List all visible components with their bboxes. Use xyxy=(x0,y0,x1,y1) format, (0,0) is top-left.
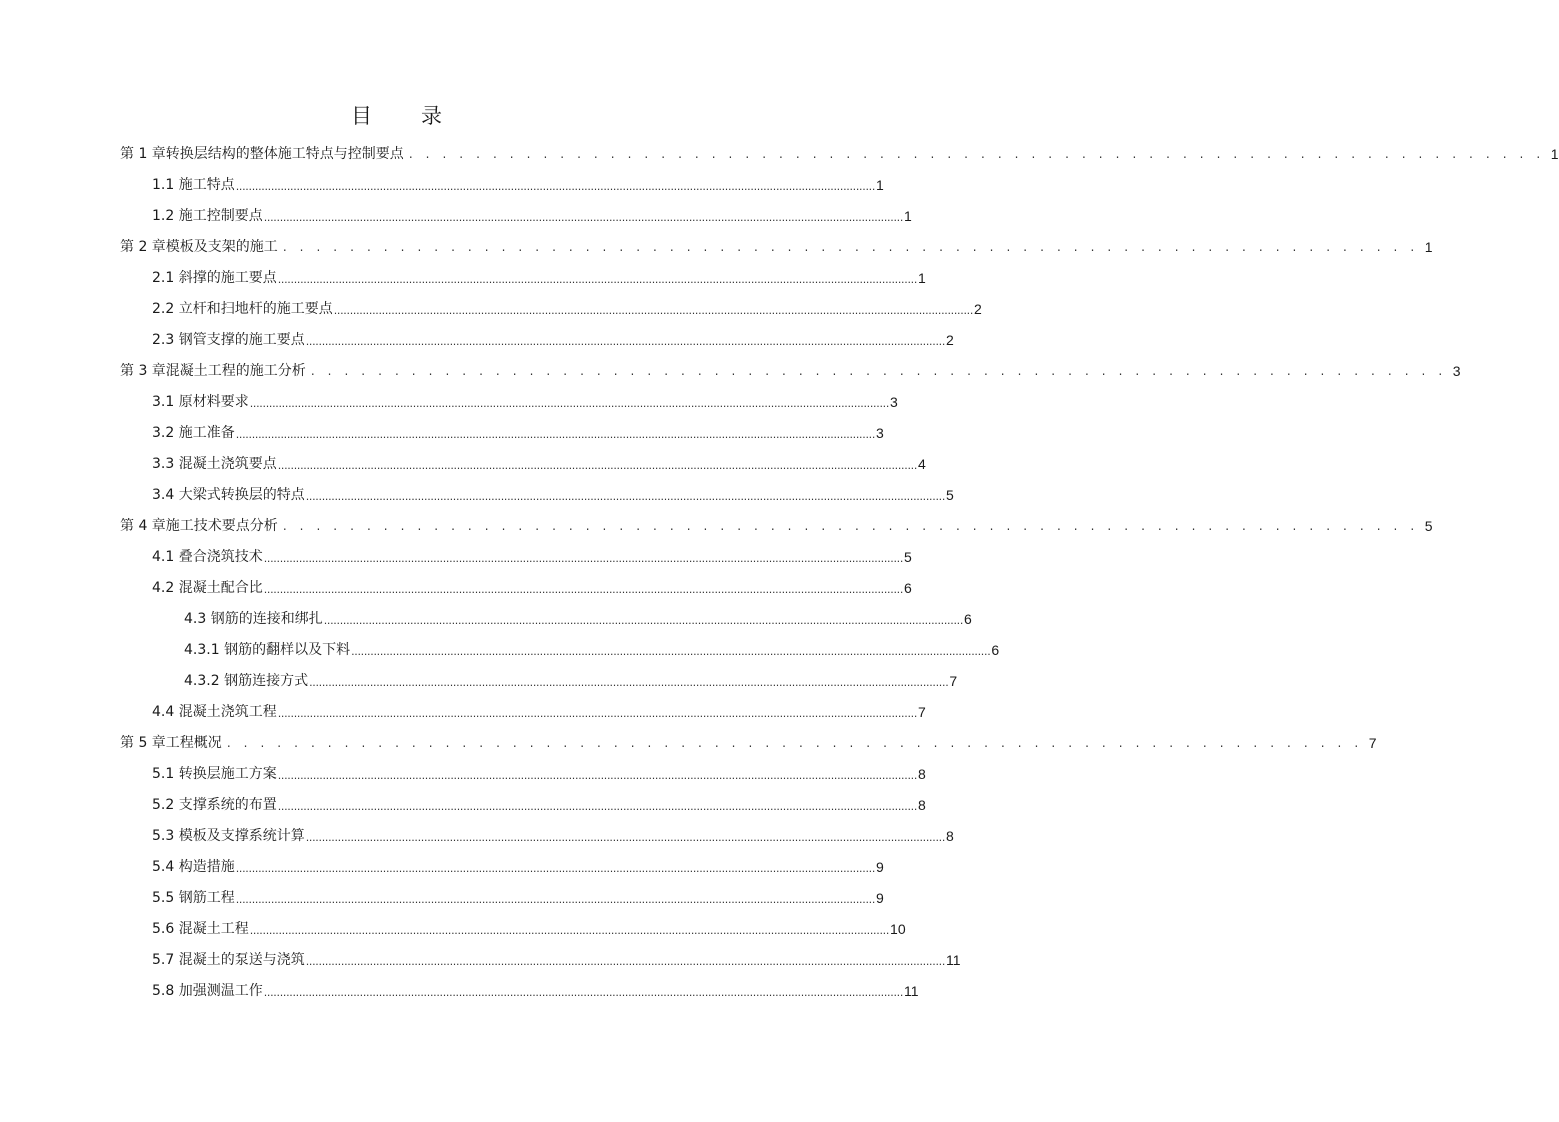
toc-entry-label: 5.2 支撑系统的布置 xyxy=(152,796,277,813)
toc-entry-label: 4.4 混凝土浇筑工程 xyxy=(152,703,277,720)
toc-title: 目 录 xyxy=(351,104,456,128)
toc-entry[interactable] xyxy=(0,293,982,324)
toc-entry-label: 2.2 立杆和扫地杆的施工要点 xyxy=(152,300,333,317)
toc-leader-dots: ........................................................................................................................................................................................................ xyxy=(277,768,918,782)
toc-page-number: 2 xyxy=(946,331,954,348)
toc-page-number: 5 xyxy=(946,486,954,503)
toc-entry-label: 5.6 混凝土工程 xyxy=(152,920,249,937)
toc-leader-dots: ........................................................................................................................................................................................................ xyxy=(235,427,876,441)
toc-entry[interactable] xyxy=(0,386,898,417)
toc-page-number: 8 xyxy=(918,796,926,813)
toc-entry[interactable] xyxy=(0,727,1377,758)
toc-page-number: 1 xyxy=(1424,238,1433,255)
toc-page-number: 1 xyxy=(918,269,926,286)
toc-entry[interactable] xyxy=(0,789,926,820)
toc-entry[interactable] xyxy=(0,696,926,727)
toc-leader-dots: ........................................................................................................................................................................................................ xyxy=(333,303,974,317)
toc-page-number: 9 xyxy=(876,889,884,906)
toc-leader-dots: ........................................................................................................................................................................................................ xyxy=(277,706,918,720)
toc-leader-dots: . . . . . . . . . . . . . . . . . . . . . . . . . . . . . . . . . . . . . . . . . . . . . . . . . . . . . . . . . . . . . . . . . . . . xyxy=(282,518,1419,533)
toc-entry[interactable] xyxy=(0,944,961,975)
toc-leader-dots: ........................................................................................................................................................................................................ xyxy=(277,458,918,472)
toc-page-number: 3 xyxy=(890,393,898,410)
toc-entry[interactable] xyxy=(0,262,926,293)
toc-entry[interactable] xyxy=(0,510,1433,541)
toc-page-number: 1 xyxy=(876,176,884,193)
toc-entry-label: 4.3 钢筋的连接和绑扎 xyxy=(184,610,323,627)
toc-entry-label: 5.8 加强测温工作 xyxy=(152,982,263,999)
toc-entry-label: 3.2 施工准备 xyxy=(152,424,235,441)
toc-entry[interactable] xyxy=(0,634,1000,665)
toc-page-number: 1 xyxy=(904,207,912,224)
toc-page-number: 9 xyxy=(876,858,884,875)
toc-leader-dots: ........................................................................................................................................................................................................ xyxy=(277,272,918,286)
toc-entry[interactable] xyxy=(0,882,884,913)
toc-page-number: 4 xyxy=(918,455,926,472)
toc-leader-dots: ........................................................................................................................................................................................................ xyxy=(249,396,890,410)
toc-entry-label: 5.7 混凝土的泵送与浇筑 xyxy=(152,951,305,968)
toc-leader-dots: ........................................................................................................................................................................................................ xyxy=(305,954,946,968)
toc-page-number: 2 xyxy=(974,300,982,317)
toc-entry[interactable] xyxy=(0,231,1433,262)
toc-entry-label: 5.4 构造措施 xyxy=(152,858,235,875)
toc-entry-label: 5.5 钢筋工程 xyxy=(152,889,235,906)
toc-entry-label: 4.1 叠合浇筑技术 xyxy=(152,548,263,565)
toc-entry-label: 3.1 原材料要求 xyxy=(152,393,249,410)
toc-entry-label: 2.1 斜撑的施工要点 xyxy=(152,269,277,286)
toc-entry-label: 第 2 章模板及支架的施工 xyxy=(120,238,278,255)
toc-leader-dots: ........................................................................................................................................................................................................ xyxy=(235,861,876,875)
toc-page-number: 6 xyxy=(991,641,1000,658)
toc-page-number: 8 xyxy=(946,827,954,844)
toc-leader-dots: ........................................................................................................................................................................................................ xyxy=(235,892,876,906)
toc-leader-dots: . . . . . . . . . . . . . . . . . . . . . . . . . . . . . . . . . . . . . . . . . . . . . . . . . . . . . . . . . . . . . . . . . . . . xyxy=(226,735,1363,750)
toc-entry-label: 4.2 混凝土配合比 xyxy=(152,579,263,596)
toc-entry-label: 第 5 章工程概况 xyxy=(120,734,222,751)
toc-page-number: 5 xyxy=(1424,517,1433,534)
toc-entry-label: 3.3 混凝土浇筑要点 xyxy=(152,455,277,472)
toc-entry[interactable] xyxy=(0,665,958,696)
toc-entry[interactable] xyxy=(0,913,906,944)
toc-entry[interactable] xyxy=(0,572,912,603)
toc-page-number: 5 xyxy=(904,548,912,565)
toc-leader-dots: ........................................................................................................................................................................................................ xyxy=(351,644,991,658)
toc-leader-dots: . . . . . . . . . . . . . . . . . . . . . . . . . . . . . . . . . . . . . . . . . . . . . . . . . . . . . . . . . . . . . . . . . . . . xyxy=(310,363,1447,378)
toc-leader-dots: ........................................................................................................................................................................................................ xyxy=(263,582,904,596)
toc-entry[interactable] xyxy=(0,758,926,789)
toc-leader-dots: . . . . . . . . . . . . . . . . . . . . . . . . . . . . . . . . . . . . . . . . . . . . . . . . . . . . . . . . . . . . . . . . . . . . xyxy=(282,239,1419,254)
toc-page-number: 7 xyxy=(949,672,958,689)
toc-entry-label: 1.1 施工特点 xyxy=(152,176,235,193)
toc-entry-label: 5.1 转换层施工方案 xyxy=(152,765,277,782)
toc-entry-label: 第 4 章施工技术要点分析 xyxy=(120,517,278,534)
toc-leader-dots: ........................................................................................................................................................................................................ xyxy=(305,334,946,348)
toc-page-number: 10 xyxy=(890,920,906,937)
toc-page-number: 3 xyxy=(1452,362,1461,379)
toc-page-number: 1 xyxy=(1550,145,1559,162)
toc-entry-label: 2.3 钢管支撑的施工要点 xyxy=(152,331,305,348)
toc-page-number: 11 xyxy=(946,951,961,968)
toc-page-number: 7 xyxy=(1368,734,1377,751)
toc-leader-dots: . . . . . . . . . . . . . . . . . . . . . . . . . . . . . . . . . . . . . . . . . . . . . . . . . . . . . . . . . . . . . . . . . . . . xyxy=(408,146,1545,161)
toc-entry[interactable] xyxy=(0,200,912,231)
toc-leader-dots: ........................................................................................................................................................................................................ xyxy=(323,613,964,627)
toc-entry[interactable] xyxy=(0,820,954,851)
toc-entry[interactable] xyxy=(0,169,884,200)
toc-page-number: 11 xyxy=(904,982,919,999)
toc-entry[interactable] xyxy=(0,541,912,572)
toc-page-number: 6 xyxy=(964,610,972,627)
toc-leader-dots: ........................................................................................................................................................................................................ xyxy=(277,799,918,813)
toc-page-number: 3 xyxy=(876,424,884,441)
toc-leader-dots: ........................................................................................................................................................................................................ xyxy=(249,923,890,937)
toc-entry[interactable] xyxy=(0,324,954,355)
toc-entry-label: 4.3.2 钢筋连接方式 xyxy=(184,672,309,689)
toc-leader-dots: ........................................................................................................................................................................................................ xyxy=(305,830,946,844)
toc-leader-dots: ........................................................................................................................................................................................................ xyxy=(263,551,904,565)
toc-leader-dots: ........................................................................................................................................................................................................ xyxy=(235,179,876,193)
toc-entry-label: 1.2 施工控制要点 xyxy=(152,207,263,224)
toc-entry[interactable] xyxy=(0,975,919,1006)
toc-page-number: 8 xyxy=(918,765,926,782)
toc-entry-label: 5.3 模板及支撑系统计算 xyxy=(152,827,305,844)
toc-list xyxy=(0,138,1559,1006)
toc-entry[interactable] xyxy=(0,138,1559,169)
toc-leader-dots: ........................................................................................................................................................................................................ xyxy=(305,489,946,503)
toc-leader-dots: ........................................................................................................................................................................................................ xyxy=(309,675,949,689)
toc-leader-dots: ........................................................................................................................................................................................................ xyxy=(263,210,904,224)
toc-page-number: 6 xyxy=(904,579,912,596)
toc-entry[interactable] xyxy=(0,448,926,479)
toc-page-number: 7 xyxy=(918,703,926,720)
toc-entry[interactable] xyxy=(0,851,884,882)
toc-entry-label: 4.3.1 钢筋的翻样以及下料 xyxy=(184,641,351,658)
toc-entry[interactable] xyxy=(0,603,972,634)
toc-leader-dots: ........................................................................................................................................................................................................ xyxy=(263,985,904,999)
toc-entry[interactable] xyxy=(0,417,884,448)
toc-entry-label: 第 3 章混凝土工程的施工分析 xyxy=(120,362,306,379)
toc-entry-label: 第 1 章转换层结构的整体施工特点与控制要点 xyxy=(120,145,404,162)
toc-entry[interactable] xyxy=(0,355,1461,386)
toc-entry[interactable] xyxy=(0,479,954,510)
toc-entry-label: 3.4 大梁式转换层的特点 xyxy=(152,486,305,503)
